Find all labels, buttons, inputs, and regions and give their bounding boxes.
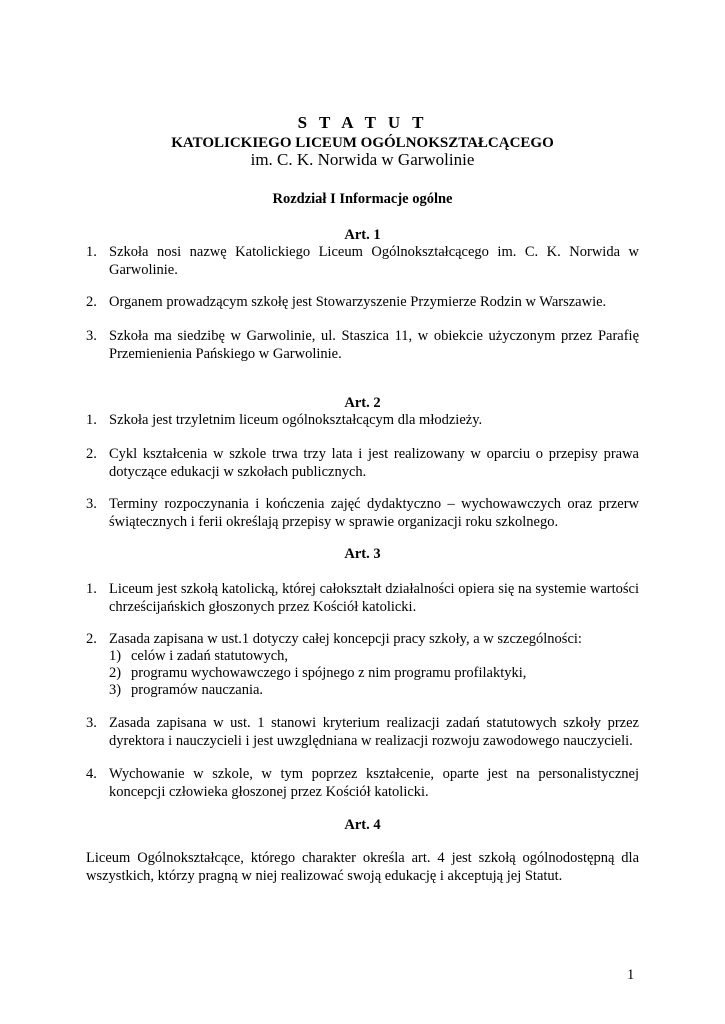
sub-list-item [109, 647, 639, 665]
list-item [86, 243, 639, 279]
chapter-heading: Rozdział I Informacje ogólne [272, 191, 453, 207]
list-item-number: 4. [86, 766, 97, 782]
sub-list-item-number: 2) [109, 665, 122, 681]
list-item-number: 1. [86, 581, 97, 597]
sub-list-item [109, 681, 639, 699]
list-item-text: Cykl kształcenia w szkole trwa trzy lata i jest realizowany w oparciu o przepisy prawa dotyczące edukacji w szkołach publicznych. [109, 446, 639, 480]
list-item [86, 411, 639, 429]
list-item [86, 580, 639, 616]
page-number: 1 [627, 967, 635, 983]
list-item [86, 293, 639, 311]
list-item-number: 1. [86, 244, 97, 260]
school-name-heading: im. C. K. Norwida w Garwolinie [250, 150, 475, 169]
article-paragraph: Liceum Ogólnokształcące, którego charakter określa art. 4 jest szkołą ogólnodostępną dla wszystkich, którzy pragną w niej realizować swoją edukację i akceptują jej Statut. [86, 850, 639, 884]
list-item-text: Zasada zapisana w ust. 1 stanowi kryterium realizacji zadań statutowych szkoły przez dyrektora i nauczycieli i jest uwzględniana w realizacji rozwoju zawodowego nauczycieli. [109, 715, 639, 749]
list-item-number: 1. [86, 412, 97, 428]
list-item-number: 3. [86, 328, 97, 344]
list-item [86, 630, 639, 648]
sub-list-item-number: 3) [109, 682, 122, 698]
list-item-number: 2. [86, 446, 97, 462]
article-heading: Art. 4 [344, 817, 381, 833]
sub-list-item-text: celów i zadań statutowych, [131, 648, 289, 664]
list-item-text: Terminy rozpoczynania i kończenia zajęć dydaktyczno – wychowawczych oraz przerw świątecznych i ferii określają przepisy w sprawie organizacji roku szkolnego. [109, 496, 639, 530]
list-item-number: 2. [86, 294, 97, 310]
list-item-text: Wychowanie w szkole, w tym poprzez kształcenie, oparte jest na personalistycznej koncepcji człowieka głoszonej przez Kościół katolicki. [109, 766, 639, 800]
list-item-text: Organem prowadzącym szkołę jest Stowarzyszenie Przymierze Rodzin w Warszawie. [109, 294, 607, 310]
list-item [86, 327, 639, 363]
list-item-text: Szkoła nosi nazwę Katolickiego Liceum Ogólnokształcącego im. C. K. Norwida w Garwolinie. [109, 244, 639, 278]
article-heading: Art. 1 [344, 227, 381, 243]
sub-list-item-text: programu wychowawczego i spójnego z nim programu profilaktyki, [131, 665, 527, 681]
list-item [86, 714, 639, 750]
list-item-text: Zasada zapisana w ust.1 dotyczy całej koncepcji pracy szkoły, a w szczególności: [109, 631, 582, 647]
sub-list-item-number: 1) [109, 648, 122, 664]
list-item-number: 3. [86, 715, 97, 731]
sub-list-item-text: programów nauczania. [131, 682, 264, 698]
list-item-text: Szkoła ma siedzibę w Garwolinie, ul. Staszica 11, w obiekcie użyczonym przez Parafię Przemienienia Pańskiego w Garwolinie. [109, 328, 639, 362]
list-item [86, 765, 639, 801]
list-item-number: 3. [86, 496, 97, 512]
document-title: S T A T U T [297, 113, 428, 132]
article-heading: Art. 3 [344, 546, 381, 562]
list-item-text: Liceum jest szkołą katolicką, której całokształt działalności opiera się na systemie wartości chrześcijańskich głoszonych przez Kościół katolicki. [109, 581, 639, 615]
list-item-number: 2. [86, 631, 97, 647]
article-heading: Art. 2 [344, 395, 381, 411]
school-type-heading: KATOLICKIEGO LICEUM OGÓLNOKSZTAŁCĄCEGO [171, 135, 554, 151]
list-item [86, 495, 639, 531]
list-item-text: Szkoła jest trzyletnim liceum ogólnokształcącym dla młodzieży. [109, 412, 483, 428]
list-item [86, 445, 639, 481]
sub-list-item [109, 664, 639, 682]
